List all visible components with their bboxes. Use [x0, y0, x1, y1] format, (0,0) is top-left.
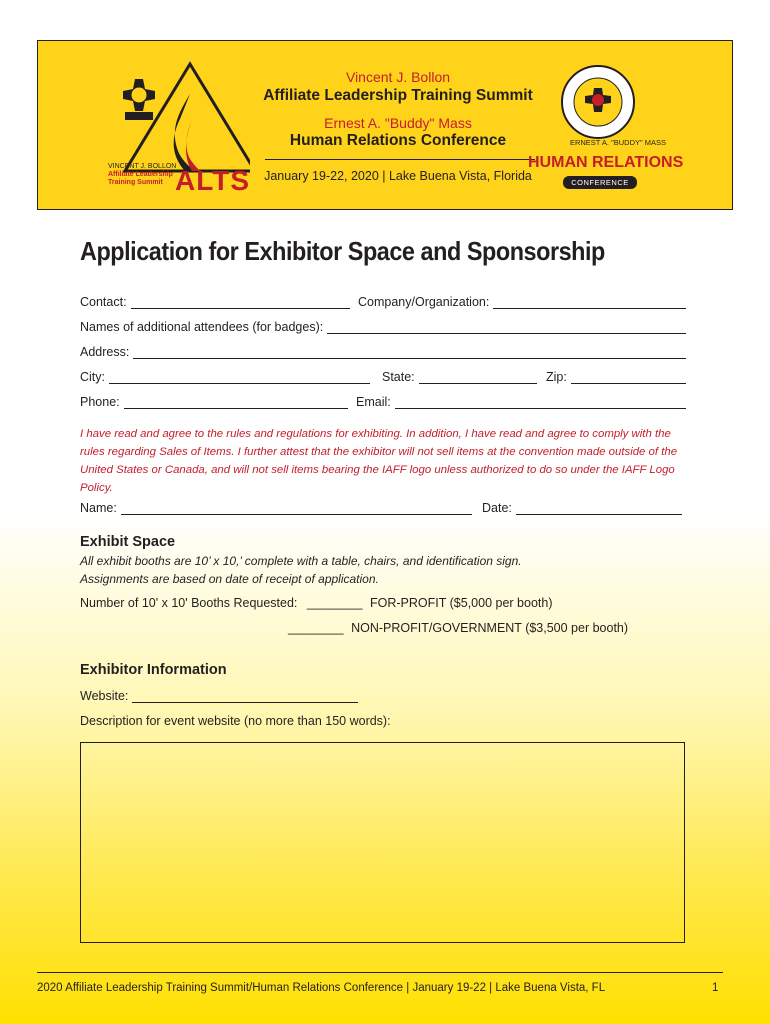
- header-banner: [37, 40, 733, 210]
- exhibit-space-heading: Exhibit Space: [80, 534, 176, 550]
- banner-text: [253, 41, 543, 210]
- booths-label: Number of 10' x 10' Booths Requested:: [80, 596, 298, 610]
- exhibitor-info-heading: Exhibitor Information: [80, 662, 227, 678]
- forprofit-blank[interactable]: ________: [306, 596, 363, 610]
- city-field[interactable]: [80, 370, 370, 384]
- city-line[interactable]: [109, 371, 370, 384]
- description-label: Description for event website (no more than 150 words):: [80, 714, 391, 728]
- address-field[interactable]: [80, 345, 686, 359]
- address-line[interactable]: [133, 346, 686, 359]
- banner-name-bollon: Vincent J. Bollon: [345, 69, 451, 85]
- date-line[interactable]: [516, 502, 682, 515]
- exhibit-note-1: All exhibit booths are 10’ x 10,’ complete with a table, chairs, and identification sign.: [80, 554, 522, 568]
- forprofit-label: FOR-PROFIT ($5,000 per booth): [370, 596, 553, 610]
- footer-divider: [37, 972, 723, 973]
- contact-field[interactable]: [80, 295, 350, 309]
- hr-honoree: ERNEST A. "BUDDY" MASS: [569, 138, 667, 147]
- phone-label: Phone:: [80, 395, 120, 409]
- zip-label: Zip:: [546, 370, 567, 384]
- alts-caption: [108, 163, 176, 187]
- page-title: Application for Exhibitor Space and Sponsorship: [80, 236, 605, 266]
- state-line[interactable]: [419, 371, 537, 384]
- city-label: City:: [80, 370, 105, 384]
- state-field[interactable]: [382, 370, 537, 384]
- banner-date-location: January 19-22, 2020 | Lake Buena Vista, Florida: [264, 169, 532, 183]
- nonprofit-label: NON-PROFIT/GOVERNMENT ($3,500 per booth): [351, 621, 629, 635]
- agreement-text: I have read and agree to the rules and regulations for exhibiting. In addition, I have read and agree to comply with the rules regarding Sales of Items. I further attest that the exhibitor will not sell items at the convention made outside of the United States or Canada, and will not sell items bearing the IAFF logo unless authorized to do so under the IAFF Logo Policy.: [80, 428, 678, 494]
- date-field[interactable]: [482, 501, 682, 515]
- banner-hr-title: Human Relations Conference: [289, 132, 507, 149]
- phone-field[interactable]: [80, 395, 348, 409]
- nonprofit-blank[interactable]: ________: [288, 621, 344, 635]
- attendees-field[interactable]: [80, 320, 686, 334]
- alts-caption-line: VINCENT J. BOLLON: [108, 163, 177, 170]
- company-line[interactable]: [493, 296, 686, 309]
- attendees-line[interactable]: [327, 321, 686, 334]
- website-label: Website:: [80, 689, 129, 703]
- website-line[interactable]: [132, 690, 358, 703]
- name-field[interactable]: [80, 501, 472, 515]
- contact-line[interactable]: [131, 296, 350, 309]
- page-number: 1: [712, 982, 719, 994]
- description-textarea[interactable]: [80, 742, 685, 943]
- address-label: Address:: [80, 345, 130, 359]
- contact-label: Contact:: [80, 295, 127, 309]
- exhibit-note-2: Assignments are based on date of receipt of application.: [80, 572, 379, 586]
- zip-line[interactable]: [571, 371, 686, 384]
- banner-divider: [265, 159, 535, 160]
- alts-wordmark: ALTS: [175, 165, 251, 196]
- company-label: Company/Organization:: [358, 295, 490, 309]
- zip-field[interactable]: [546, 370, 686, 384]
- banner-alts-title: Affiliate Leadership Training Summit: [263, 87, 533, 104]
- banner-name-mass: Ernest A. "Buddy" Mass: [324, 115, 472, 131]
- date-label: Date:: [482, 501, 512, 515]
- alts-caption-line: Training Summit: [108, 179, 163, 186]
- email-label: Email:: [356, 395, 391, 409]
- state-label: State:: [382, 370, 415, 384]
- company-field[interactable]: [358, 295, 686, 309]
- attendees-label: Names of additional attendees (for badges):: [80, 320, 324, 334]
- footer-text: 2020 Affiliate Leadership Training Summit/Human Relations Conference | January 19-22 | Lake Buena Vista, FL: [37, 982, 606, 994]
- email-line[interactable]: [395, 396, 686, 409]
- name-line[interactable]: [121, 502, 472, 515]
- website-field[interactable]: [80, 689, 358, 703]
- booths-nonprofit-row: [288, 621, 628, 635]
- hr-wordmark: HUMAN RELATIONS: [528, 154, 684, 171]
- alts-caption-line: Affiliate Leadership: [108, 171, 173, 178]
- hr-conference-badge: CONFERENCE: [563, 176, 637, 189]
- phone-line[interactable]: [124, 396, 348, 409]
- email-field[interactable]: [356, 395, 686, 409]
- name-label: Name:: [80, 501, 117, 515]
- booths-forprofit-row: [80, 596, 552, 610]
